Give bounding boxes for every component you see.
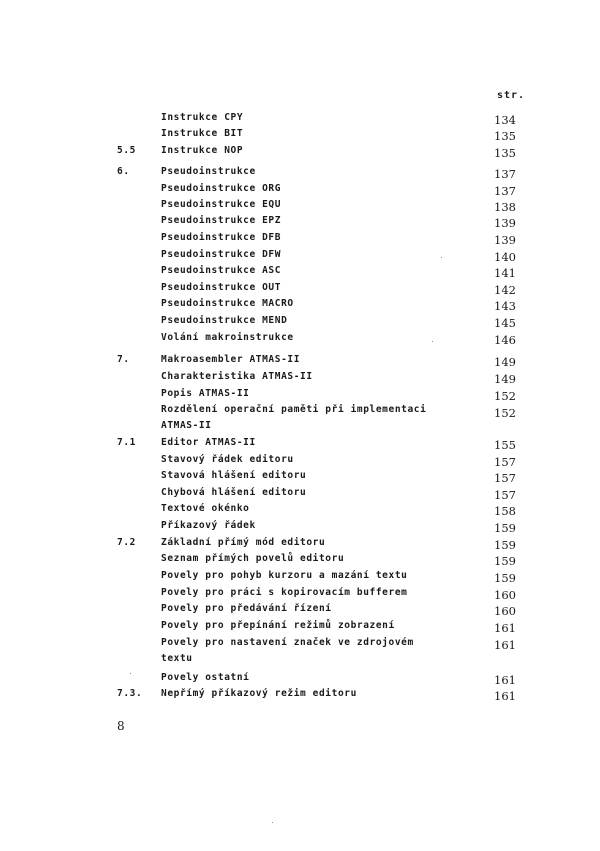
toc-entry-title: Nepřímý příkazový režim editoru <box>161 688 357 699</box>
toc-entry-title: Instrukce BIT <box>161 128 244 139</box>
toc-entry-title: Pseudoinstrukce DFB <box>161 232 282 243</box>
toc-entry <box>0 232 600 248</box>
toc-entry-title: Volání makroinstrukce <box>161 332 294 343</box>
toc-entry-title: Povely pro práci s kopirovacím bufferem <box>161 587 408 598</box>
toc-entry-page: 146 <box>494 333 516 347</box>
toc-entry-page: 139 <box>494 216 516 230</box>
toc-entry-title: Chybová hlášení editoru <box>161 487 307 498</box>
toc-entry-page: 161 <box>494 689 516 703</box>
toc-entry-title: ATMAS-II <box>161 420 212 431</box>
toc-entry-title: Stavový řádek editoru <box>161 454 294 465</box>
toc-entry-title: Pseudoinstrukce ORG <box>161 183 282 194</box>
toc-entry-title: Pseudoinstrukce OUT <box>161 282 282 293</box>
toc-entry-title: Popis ATMAS-II <box>161 388 250 399</box>
toc-entry <box>0 520 600 536</box>
toc-entry-title: Pseudoinstrukce DFW <box>161 249 282 260</box>
toc-entry <box>0 503 600 519</box>
toc-entry <box>0 672 600 688</box>
toc-entry-number: 7.2 <box>117 537 136 548</box>
toc-entry-title: Seznam přímých povelů editoru <box>161 553 345 564</box>
toc-entry-title: Charakteristika ATMAS-II <box>161 371 313 382</box>
page-column-header: str. <box>497 90 526 101</box>
toc-entry <box>0 354 600 370</box>
toc-entry <box>0 249 600 265</box>
toc-entry-page: 149 <box>494 355 516 369</box>
toc-entry <box>0 570 600 586</box>
toc-entry <box>0 437 600 453</box>
toc-entry-page: 159 <box>494 538 516 552</box>
toc-entry-title: Povely pro pohyb kurzoru a mazání textu <box>161 570 408 581</box>
toc-entry-title: Rozdělení operační paměti při implementaci <box>161 404 427 415</box>
toc-entry-page: 141 <box>494 266 516 280</box>
toc-entry-page: 137 <box>494 167 516 181</box>
toc-entry-page: 160 <box>494 588 516 602</box>
toc-entry <box>0 371 600 387</box>
toc-entry <box>0 315 600 331</box>
toc-entry <box>0 454 600 470</box>
toc-entry <box>0 404 600 420</box>
toc-entry <box>0 537 600 553</box>
toc-entry-title: Editor ATMAS-II <box>161 437 256 448</box>
toc-entry-page: 160 <box>494 604 516 618</box>
toc-entry <box>0 145 600 161</box>
toc-entry-number: 6. <box>117 166 130 177</box>
toc-entry <box>0 265 600 281</box>
scan-speck <box>441 257 442 258</box>
toc-entry <box>0 653 600 669</box>
toc-entry-title: Pseudoinstrukce MACRO <box>161 298 294 309</box>
toc-entry-page: 155 <box>494 438 516 452</box>
toc-entry-page: 135 <box>494 129 516 143</box>
toc-entry-page: 157 <box>494 488 516 502</box>
toc-entry-title: Povely ostatní <box>161 672 250 683</box>
toc-entry <box>0 388 600 404</box>
toc-entry-page: 161 <box>494 621 516 635</box>
toc-entry-title: Instrukce NOP <box>161 145 244 156</box>
toc-entry-title: textu <box>161 653 193 664</box>
toc-entry-page: 134 <box>494 113 516 127</box>
toc-entry-number: 7.1 <box>117 437 136 448</box>
toc-entry <box>0 688 600 704</box>
toc-entry-title: Pseudoinstrukce <box>161 166 256 177</box>
toc-entry-title: Pseudoinstrukce EQU <box>161 199 282 210</box>
toc-entry-title: Makroasembler ATMAS-II <box>161 354 301 365</box>
toc-entry-page: 159 <box>494 571 516 585</box>
toc-entry-page: 142 <box>494 283 516 297</box>
toc-entry-page: 152 <box>494 406 516 420</box>
toc-entry-number: 5.5 <box>117 145 136 156</box>
toc-entry <box>0 282 600 298</box>
toc-entry <box>0 637 600 653</box>
toc-entry-page: 157 <box>494 455 516 469</box>
toc-entry-page: 138 <box>494 200 516 214</box>
toc-entry <box>0 298 600 314</box>
toc-entry-title: Povely pro nastavení značek ve zdrojovém <box>161 637 414 648</box>
toc-entry-page: 143 <box>494 299 516 313</box>
toc-entry <box>0 183 600 199</box>
toc-entry <box>0 603 600 619</box>
toc-entry <box>0 128 600 144</box>
toc-entry <box>0 587 600 603</box>
toc-entry-page: 158 <box>494 504 516 518</box>
toc-entry-number: 7. <box>117 354 130 365</box>
toc-entry <box>0 166 600 182</box>
toc-entry-page: 145 <box>494 316 516 330</box>
toc-entry-page: 157 <box>494 471 516 485</box>
toc-entry <box>0 420 600 436</box>
toc-entry <box>0 199 600 215</box>
toc-entry-page: 161 <box>494 638 516 652</box>
toc-entry-page: 139 <box>494 233 516 247</box>
toc-entry-page: 135 <box>494 146 516 160</box>
toc-entry <box>0 470 600 486</box>
page-number-footer: 8 <box>117 719 125 733</box>
toc-entry-page: 159 <box>494 521 516 535</box>
toc-entry-page: 152 <box>494 389 516 403</box>
toc-entry-title: Povely pro přepínání režimů zobrazení <box>161 620 395 631</box>
toc-entry <box>0 620 600 636</box>
toc-entry-title: Textové okénko <box>161 503 250 514</box>
toc-entry-page: 137 <box>494 184 516 198</box>
toc-entry-title: Pseudoinstrukce ASC <box>161 265 282 276</box>
toc-entry-title: Příkazový řádek <box>161 520 256 531</box>
toc-entry-title: Stavová hlášení editoru <box>161 470 307 481</box>
toc-entry <box>0 112 600 128</box>
toc-entry <box>0 487 600 503</box>
toc-entry-page: 149 <box>494 372 516 386</box>
toc-entry-number: 7.3. <box>117 688 143 699</box>
toc-entry-title: Pseudoinstrukce EPZ <box>161 215 282 226</box>
toc-entry-title: Instrukce CPY <box>161 112 244 123</box>
toc-entry-title: Pseudoinstrukce MEND <box>161 315 288 326</box>
scan-speck <box>272 822 273 823</box>
toc-entry-page: 161 <box>494 673 516 687</box>
scan-speck <box>432 341 433 342</box>
toc-entry-page: 140 <box>494 250 516 264</box>
toc-entry-title: Povely pro předávání řízení <box>161 603 332 614</box>
toc-entry-page: 159 <box>494 554 516 568</box>
toc-entry-title: Základní přímý mód editoru <box>161 537 326 548</box>
scan-speck <box>130 673 131 674</box>
toc-entry <box>0 553 600 569</box>
toc-entry <box>0 332 600 348</box>
toc-entry <box>0 215 600 231</box>
